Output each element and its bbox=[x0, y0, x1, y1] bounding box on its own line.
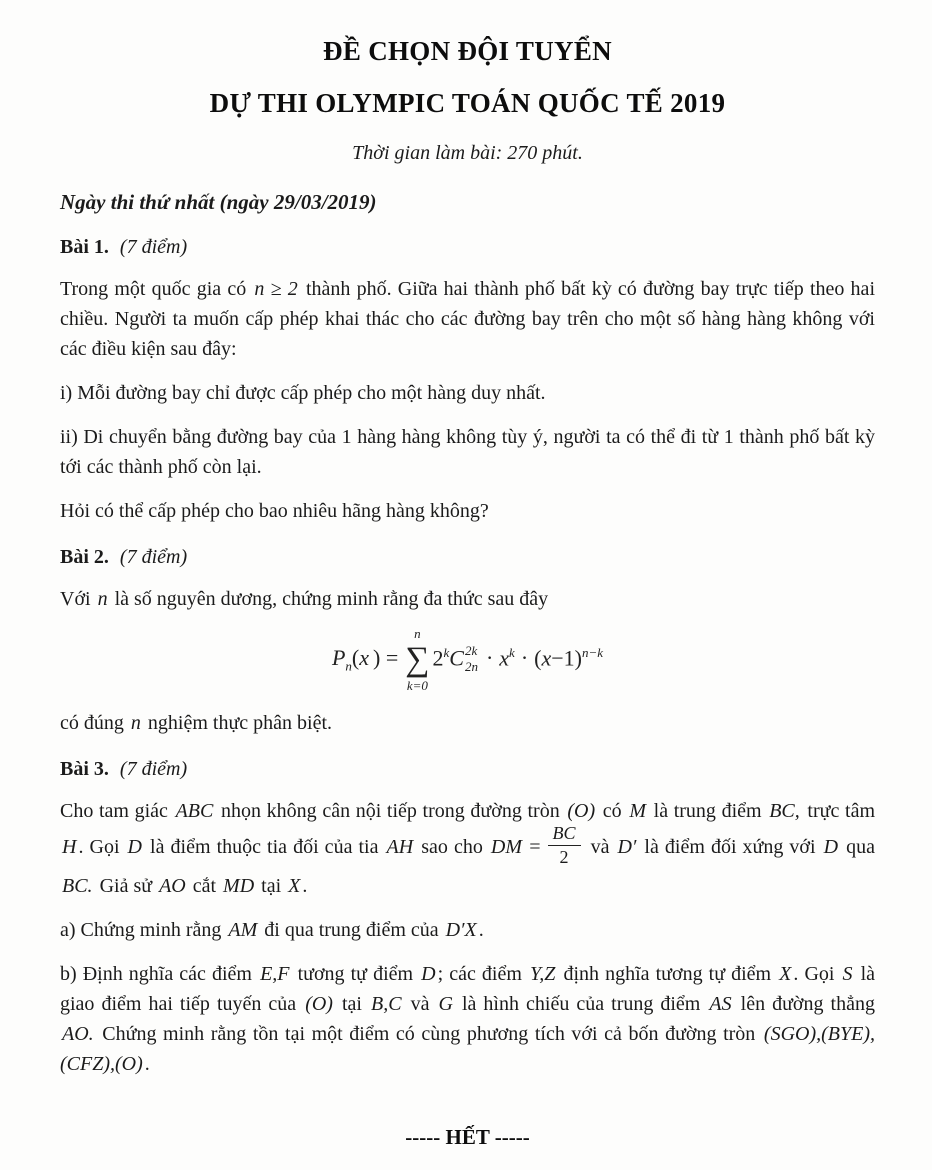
problem3-part-a bbox=[60, 915, 875, 945]
math-segment: (O) bbox=[567, 800, 596, 823]
math-segment: D bbox=[421, 962, 436, 985]
formula-lhs bbox=[332, 645, 402, 674]
math-segment: Y,Z bbox=[529, 962, 556, 985]
problem1-condition-ii bbox=[60, 422, 875, 482]
problem2-label: Bài 2. bbox=[60, 546, 109, 568]
problem1-label: Bài 1. bbox=[60, 236, 109, 258]
inline-fraction: $\frac{BC}{2}$ bbox=[544, 823, 585, 867]
text-segment: là trung điểm bbox=[647, 800, 768, 823]
text-segment: đi qua trung điểm của bbox=[259, 918, 444, 941]
math-segment: n ≥ 2 bbox=[254, 278, 298, 300]
formula-dot-2: · bbox=[520, 645, 529, 671]
formula-binomial-C: C bbox=[449, 645, 464, 671]
math-segment: (SGO),(BYE),(CFZ),(O) bbox=[60, 1022, 875, 1075]
text-segment: Cho tam giác bbox=[60, 800, 174, 823]
text-segment: i) Mỗi đường bay chỉ được cấp phép cho một hàng duy nhất. bbox=[60, 382, 546, 404]
math-segment: X bbox=[288, 874, 301, 897]
text-segment: Giả sử bbox=[94, 874, 158, 897]
problem3-points: (7 điểm) bbox=[119, 758, 188, 781]
text-segment: trực tâm bbox=[801, 800, 876, 823]
sigma-upper-limit: n bbox=[414, 626, 421, 641]
math-segment: E,F bbox=[260, 962, 290, 985]
formula-paren-open: ( bbox=[534, 645, 542, 671]
problem1-question bbox=[60, 496, 875, 526]
text-segment: sao cho bbox=[415, 835, 489, 858]
math-segment: B,C bbox=[371, 992, 402, 1015]
text-segment: có bbox=[597, 800, 628, 823]
text-segment: định nghĩa tương tự điểm bbox=[557, 962, 778, 985]
text-segment: là điểm thuộc tia đối của tia bbox=[144, 835, 385, 858]
formula-C-superscript: 2k bbox=[464, 642, 478, 658]
math-segment: ABC bbox=[175, 800, 214, 823]
text-segment: là hình chiếu của trung điểm bbox=[454, 992, 708, 1015]
text-segment: . bbox=[144, 1052, 150, 1075]
text-segment: là điểm đối xứng với bbox=[638, 835, 822, 858]
problem3-part-b bbox=[60, 959, 875, 1079]
math-segment: BC. bbox=[62, 874, 93, 897]
text-segment: cắt bbox=[187, 874, 222, 897]
math-segment: D′X bbox=[445, 918, 477, 941]
text-segment: lên đường thẳng bbox=[733, 992, 875, 1015]
problem1-points: (7 điểm) bbox=[119, 236, 188, 258]
problem2-outro bbox=[60, 708, 875, 738]
text-segment: Trong một quốc gia có bbox=[60, 278, 253, 300]
exam-duration: Thời gian làm bài: 270 phút. bbox=[352, 142, 583, 164]
text-segment: tại bbox=[256, 874, 287, 897]
formula-paren-close: −1) bbox=[551, 645, 582, 671]
text-segment: qua bbox=[840, 835, 875, 858]
text-segment: . bbox=[478, 918, 484, 941]
math-segment: DM = bbox=[490, 835, 542, 858]
text-segment: là số nguyên dương, chứng minh rằng đa thức sau đây bbox=[109, 588, 549, 610]
sigma-symbol: ∑ bbox=[405, 641, 430, 679]
math-segment: AH bbox=[386, 835, 414, 858]
problem3-statement bbox=[60, 796, 875, 900]
problem1-statement bbox=[60, 274, 875, 364]
math-segment: AM bbox=[228, 918, 258, 941]
math-segment: AO bbox=[159, 874, 186, 897]
math-segment: D′ bbox=[617, 835, 637, 858]
text-segment: thành phố. Giữa hai thành phố bất kỳ có đường bay trực tiếp theo hai chiều. Người ta muốn cấp phép khai thác cho các đường bay trên cho một số hàng hàng không với các điều kiện sau đây: bbox=[60, 278, 875, 360]
formula-arg-x: x bbox=[359, 645, 369, 671]
formula-x-exponent: k bbox=[509, 644, 515, 660]
text-segment: và bbox=[584, 835, 616, 858]
formula-rhs bbox=[432, 644, 603, 677]
formula-final-exponent: n−k bbox=[581, 644, 604, 660]
formula-2-exponent: k bbox=[443, 644, 450, 660]
math-segment: AS bbox=[709, 992, 732, 1015]
math-segment: (O) bbox=[305, 992, 333, 1015]
math-segment: H bbox=[62, 835, 77, 858]
formula-C-subscript: 2n bbox=[464, 659, 478, 675]
exam-title-line1: ĐỀ CHỌN ĐỘI TUYỂN bbox=[323, 36, 612, 66]
math-segment: S bbox=[842, 962, 853, 985]
sigma-lower-limit: k=0 bbox=[406, 677, 428, 693]
formula-P-subscript: n bbox=[345, 658, 352, 674]
math-segment: n bbox=[130, 712, 141, 735]
formula-coeff-2: 2 bbox=[432, 645, 444, 671]
math-segment: BC, bbox=[769, 800, 800, 823]
formula-P: P bbox=[331, 645, 346, 671]
problem2-points: (7 điểm) bbox=[119, 546, 188, 568]
text-segment: a) Chứng minh rằng bbox=[60, 918, 227, 941]
day-heading: Ngày thi thứ nhất (ngày 29/03/2019) bbox=[60, 190, 377, 214]
problem2-heading bbox=[60, 544, 875, 570]
formula-dot-1: · bbox=[485, 645, 494, 671]
formula-x-minus: x bbox=[541, 645, 552, 671]
text-segment: Chứng minh rằng tồn tại một điểm có cùng phương tích với cả bốn đường tròn bbox=[95, 1022, 762, 1045]
problem3-label: Bài 3. bbox=[60, 758, 109, 781]
problem2-intro bbox=[60, 584, 875, 614]
math-segment: D bbox=[127, 835, 142, 858]
text-segment: là giao điểm hai tiếp tuyến của bbox=[60, 962, 876, 1015]
problem3-heading bbox=[60, 756, 875, 782]
text-segment: . Gọi bbox=[78, 835, 126, 858]
problem1-heading bbox=[60, 234, 875, 260]
formula-left-paren: ( bbox=[351, 645, 360, 671]
text-segment: . bbox=[302, 874, 308, 897]
text-segment: có đúng bbox=[60, 712, 129, 735]
math-segment: G bbox=[438, 992, 453, 1015]
text-segment: Hỏi có thể cấp phép cho bao nhiêu hãng hàng không? bbox=[60, 500, 489, 522]
end-marker: ----- HẾT ----- bbox=[405, 1124, 530, 1149]
math-segment: AO. bbox=[62, 1022, 94, 1045]
text-segment: ii) Di chuyển bằng đường bay của 1 hàng hàng không tùy ý, người ta có thể đi từ 1 thành phố bất kỳ tới các thành phố còn lại. bbox=[60, 426, 875, 478]
formula-C-indices bbox=[465, 643, 478, 676]
formula-x-term: x bbox=[499, 645, 510, 671]
math-segment: D bbox=[823, 835, 839, 858]
text-segment: b) Định nghĩa các điểm bbox=[60, 962, 259, 985]
math-segment: X bbox=[779, 962, 792, 985]
problem1-condition-i bbox=[60, 378, 875, 408]
text-segment: tương tự điểm bbox=[291, 962, 420, 985]
problem2-formula bbox=[60, 626, 875, 694]
text-segment: nghiệm thực phân biệt. bbox=[142, 712, 333, 735]
math-segment: MD bbox=[223, 874, 255, 897]
text-segment: nhọn không cân nội tiếp trong đường tròn bbox=[215, 800, 566, 823]
text-segment: . Gọi bbox=[793, 962, 841, 985]
formula-equals: ) = bbox=[373, 645, 399, 671]
math-segment: n bbox=[97, 588, 108, 610]
math-segment: M bbox=[629, 800, 646, 823]
text-segment: Với bbox=[60, 588, 96, 610]
sigma-stack bbox=[405, 626, 429, 694]
exam-title-line2: DỰ THI OLYMPIC TOÁN QUỐC TẾ 2019 bbox=[209, 88, 726, 118]
text-segment: và bbox=[403, 992, 437, 1015]
text-segment: ; các điểm bbox=[437, 962, 528, 985]
text-segment: tại bbox=[334, 992, 369, 1015]
